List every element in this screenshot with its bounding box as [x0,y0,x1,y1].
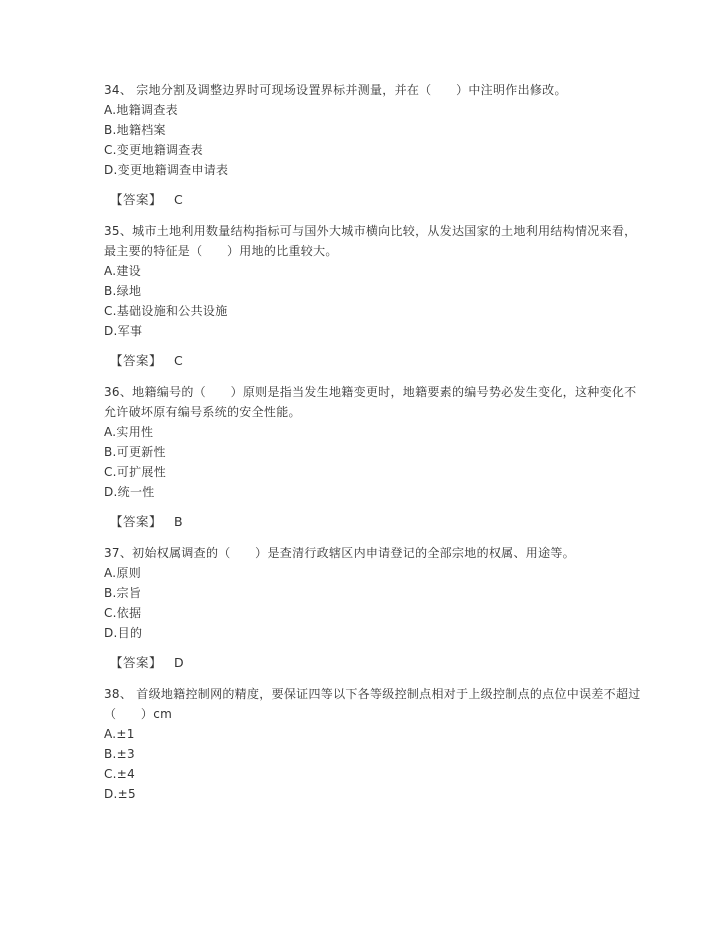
option-a: A.±1 [104,727,135,741]
question-stem: 34、 宗地分割及调整边界时可现场设置界标并测量，并在（ ）中注明作出修改。 [104,83,567,97]
question-36 [104,382,644,532]
answer-value: D [174,655,184,670]
answer-label: 【答案】 [110,353,163,368]
option-a: A.实用性 [104,425,154,439]
option-b: B.宗旨 [104,586,142,600]
answer-line [110,190,644,210]
option-a: A.地籍调查表 [104,103,178,117]
option-d: D.目的 [104,626,143,640]
option-c: C.±4 [104,767,136,781]
question-38 [104,684,644,804]
answer-value: C [174,353,183,368]
answer-value: C [174,192,183,207]
question-stem: 35、城市土地利用数量结构指标可与国外大城市横向比较，从发达国家的土地利用结构情况来看，最主要的特征是（ ）用地的比重较大。 [104,224,637,258]
option-a: A.建设 [104,264,142,278]
option-d: D.统一性 [104,485,155,499]
option-d: D.±5 [104,787,136,801]
option-c: C.基础设施和公共设施 [104,304,228,318]
option-b: B.地籍档案 [104,123,166,137]
question-37 [104,543,644,673]
option-c: C.变更地籍调查表 [104,143,203,157]
question-stem: 38、 首级地籍控制网的精度，要保证四等以下各等级控制点相对于上级控制点的点位中误差不超过（ ）cm [104,687,641,721]
answer-line [110,351,644,371]
option-d: D.军事 [104,324,143,338]
answer-label: 【答案】 [110,192,163,207]
option-c: C.可扩展性 [104,465,166,479]
answer-label: 【答案】 [110,514,163,529]
question-stem: 37、初始权属调查的（ ）是查清行政辖区内申请登记的全部宗地的权属、用途等。 [104,546,575,560]
answer-label: 【答案】 [110,655,163,670]
question-stem: 36、地籍编号的（ ）原则是指当发生地籍变更时，地籍要素的编号势必发生变化，这种变化不允许破坏原有编号系统的安全性能。 [104,385,637,419]
document-page [104,80,644,804]
answer-value: B [174,514,183,529]
answer-line [110,512,644,532]
question-35 [104,221,644,371]
question-34 [104,80,644,210]
option-b: B.可更新性 [104,445,166,459]
answer-line [110,653,644,673]
option-a: A.原则 [104,566,142,580]
option-b: B.±3 [104,747,135,761]
option-c: C.依据 [104,606,142,620]
option-b: B.绿地 [104,284,142,298]
option-d: D.变更地籍调查申请表 [104,163,229,177]
